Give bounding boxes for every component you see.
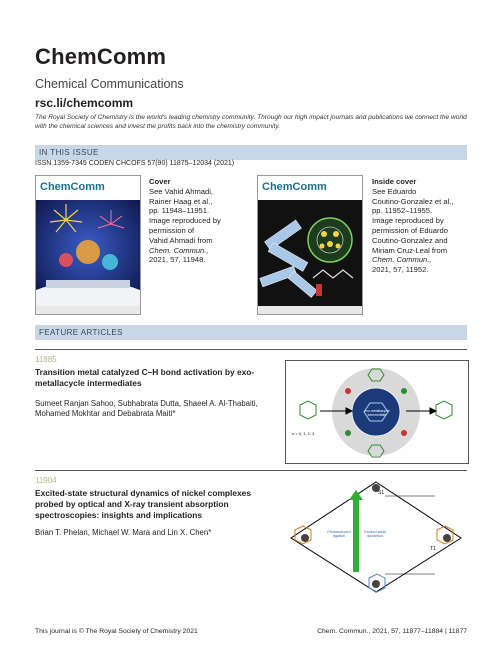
feature-articles-bar [35, 325, 467, 340]
mission-statement: The Royal Society of Chemistry is the world's leading chemistry community. Through our high impact journals and publications we connect the world with the chemical sciences and invest the profits back into the chemistry community. [35, 114, 467, 130]
cover-caption-line: Rainer Haag et al., [149, 196, 213, 206]
inside-cover-caption-line: Coutino-Gonzalez and [372, 235, 448, 245]
inside-cover-caption-line: Chem. Commun., [372, 255, 432, 265]
journal-title: ChemComm [35, 44, 167, 69]
article-page-number: 11904 [35, 476, 57, 485]
inside-cover-image[interactable] [257, 175, 363, 315]
journal-link[interactable]: rsc.li/chemcomm [35, 96, 134, 110]
feature-articles-heading: FEATURE ARTICLES [39, 328, 123, 337]
divider [35, 349, 467, 350]
inside-cover-caption-line: Image reproduced by [372, 216, 444, 226]
cover-caption-line: pp. 11948–11951. [149, 206, 210, 216]
cover-caption-line: Chem. Commun., [149, 245, 209, 255]
graphic-side-label: n = 0, 1, 2, 3 [292, 431, 315, 436]
article-graphic[interactable] [285, 478, 467, 594]
graphic-right-label: Excited state dynamics [364, 530, 386, 539]
article-graphic[interactable] [285, 360, 469, 464]
journal-subtitle: Chemical Communications [35, 77, 184, 91]
article-title[interactable]: Transition metal catalyzed C–H bond activation by exo-metallacycle intermediates [35, 367, 255, 388]
cover-artwork [36, 200, 140, 306]
cover-mini-title: ChemComm [40, 181, 105, 193]
article-authors: Sumeet Ranjan Sahoo, Subhabrata Dutta, Shaeel A. Al-Thabaiti, Mohamed Mokhtar and Debabrata Maiti* [35, 399, 258, 419]
inside-cover-mini-title: ChemComm [262, 181, 327, 193]
cover-caption-line: See Vahid Ahmadi, [149, 186, 214, 196]
inside-cover-caption-line: Miriam Cruz-Leal from [372, 245, 448, 255]
inside-cover-artwork [258, 200, 362, 306]
cover-caption [149, 177, 237, 265]
cover-caption-line: Vahid Ahmadi from [149, 235, 213, 245]
inside-cover-caption-line: 2021, 57, 11952. [372, 265, 429, 275]
inside-cover-caption [372, 177, 468, 275]
cover-caption-line: 2021, 57, 11948. [149, 255, 206, 265]
article-title[interactable]: Excited-state structural dynamics of nickel complexes probed by optical and X-ray transient absorption spectroscopies: insights and implications [35, 488, 251, 520]
in-this-issue-heading: IN THIS ISSUE [39, 148, 99, 157]
article-authors: Brian T. Phelan, Michael W. Mara and Lin X. Chen* [35, 528, 212, 537]
footer-copyright: This journal is © The Royal Society of Chemistry 2021 [35, 628, 198, 635]
in-this-issue-bar [35, 145, 467, 160]
footer-citation: Chem. Commun., 2021, 57, 11877–11884 | 11877 [317, 628, 467, 635]
graphic-left-label: Photoinduced ligation [327, 530, 351, 539]
cover-caption-line: permission of [149, 225, 195, 235]
inside-cover-heading: Inside cover [372, 177, 417, 186]
graphic-s1-label: S1 [378, 490, 385, 496]
divider [35, 470, 467, 471]
article-page-number: 11885 [35, 355, 57, 364]
cover-caption-line: Image reproduced by [149, 216, 221, 226]
inside-cover-caption-line: permission of Eduardo [372, 225, 448, 235]
graphic-inner-label: exo-metallacycle intermediate [364, 409, 390, 417]
issn-line: ISSN 1359-7345 CODEN CHCOFS 57(90) 11875–12034 (2021) [35, 160, 235, 167]
inside-cover-caption-line: pp. 11952–11955. [372, 206, 433, 216]
cover-heading: Cover [149, 177, 171, 186]
inside-cover-caption-line: Coutino-Gonzalez et al., [372, 196, 454, 206]
inside-cover-caption-line: See Eduardo [372, 186, 417, 196]
cover-image[interactable] [35, 175, 141, 315]
graphic-t1-label: T1 [430, 546, 436, 552]
